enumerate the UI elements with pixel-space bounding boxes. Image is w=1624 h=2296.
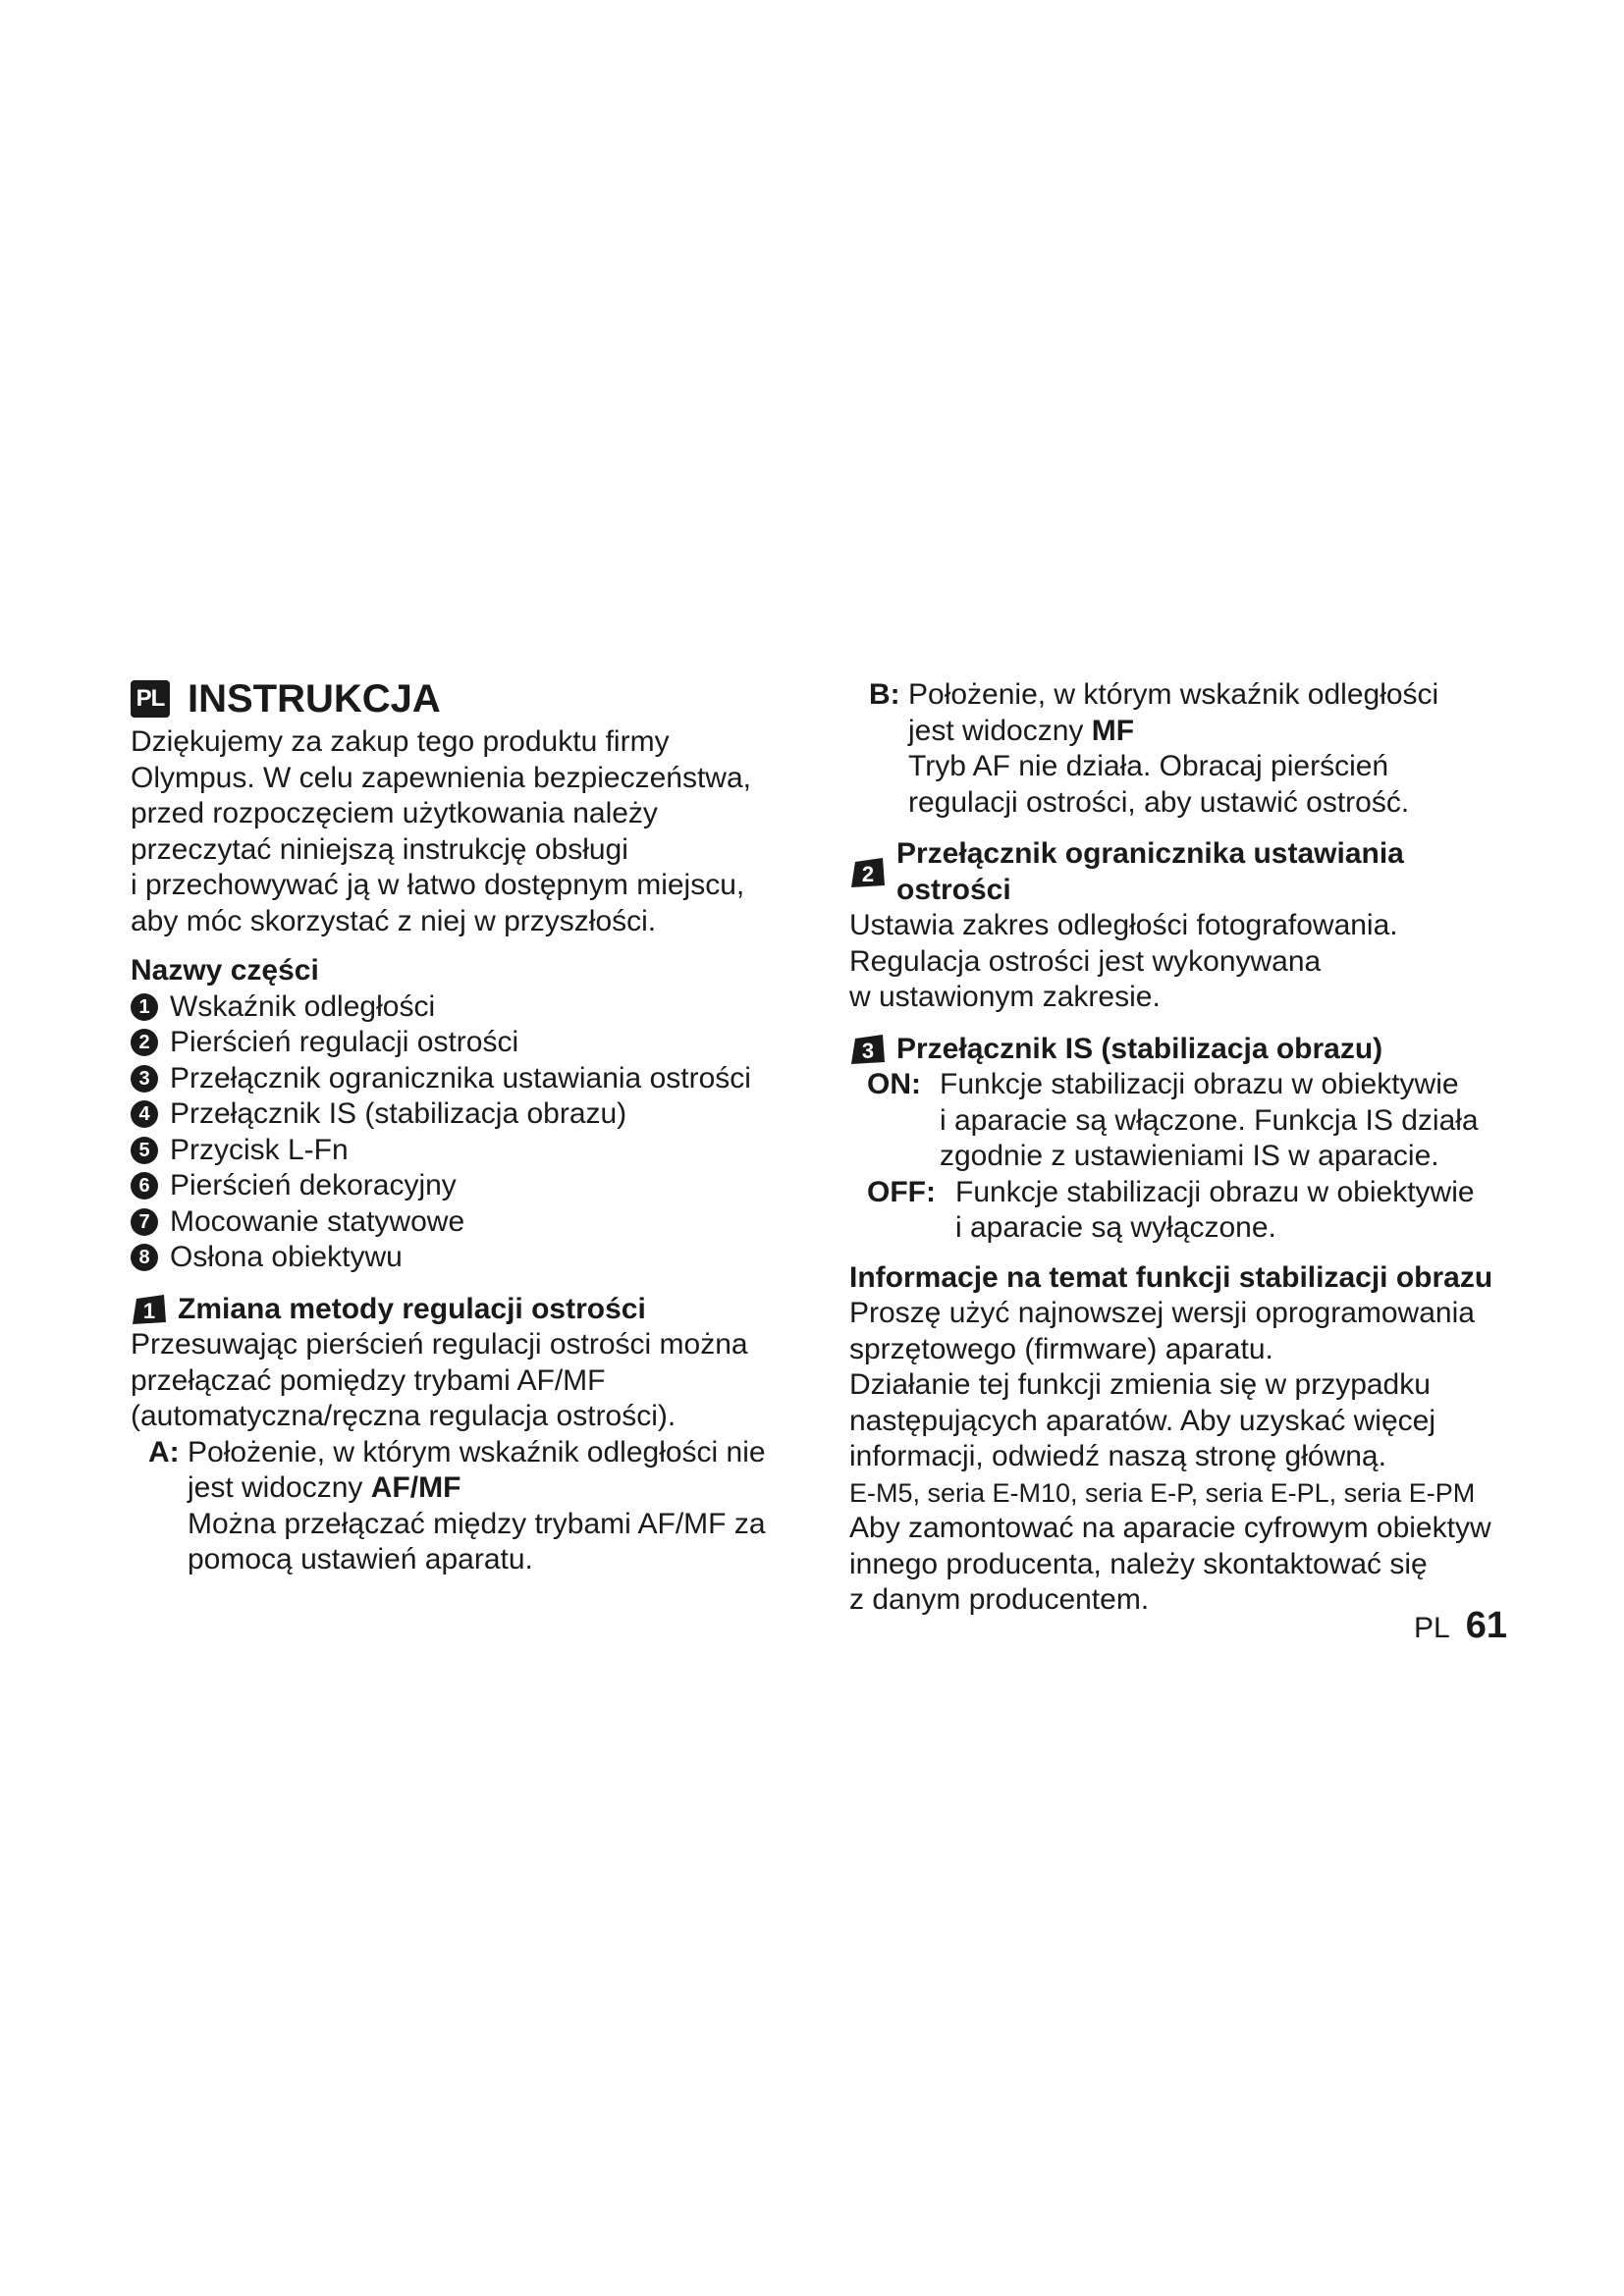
list-item [131, 1061, 808, 1097]
body-line: Regulacja ostrości jest wykonywana [849, 944, 1322, 978]
list-item [131, 1025, 808, 1061]
body-line: Przesuwając pierścień regulacji ostrości można [131, 1328, 748, 1361]
step-3-heading [849, 1032, 1517, 1068]
intro-line: aby móc skorzystać z niej w przyszłości. [131, 904, 657, 937]
body-line: z danym producentem. [849, 1583, 1150, 1616]
number-3-icon: 3 [131, 1065, 158, 1093]
body-line: Ustawia zakres odległości fotografowania. [849, 909, 1398, 941]
option-line [908, 714, 1517, 750]
step-3-icon [849, 1033, 889, 1066]
part-label: Przełącznik ogranicznika ustawiania ostrości [170, 1061, 751, 1095]
intro-line: Olympus. W celu zapewnienia bezpieczeństwa, [131, 761, 751, 794]
number-5-icon: 5 [131, 1137, 158, 1164]
info-body [849, 1296, 1517, 1619]
option-line: Położenie, w którym wskaźnik odległości [908, 678, 1439, 711]
step-2-title: Przełącznik ogranicznika ustawiania ostrości [896, 837, 1404, 906]
intro-paragraph [131, 724, 808, 939]
svg-text:1: 1 [142, 1298, 156, 1323]
svg-text:3: 3 [861, 1038, 875, 1063]
page-language: PL [1414, 1612, 1450, 1644]
option-off-label: OFF: [867, 1175, 936, 1208]
option-line: Funkcje stabilizacji obrazu w obiektywie [955, 1175, 1475, 1208]
option-line: Tryb AF nie działa. Obracaj pierścień [908, 750, 1389, 782]
option-line: Funkcje stabilizacji obrazu w obiektywie [940, 1068, 1459, 1100]
option-on-label: ON: [867, 1068, 921, 1100]
option-off-body [955, 1175, 1517, 1247]
option-line: i aparacie są włączone. Funkcja IS działa [940, 1103, 1479, 1137]
option-line: zgodnie z ustawieniami IS w aparacie. [940, 1140, 1439, 1172]
number-4-icon: 4 [131, 1100, 158, 1128]
part-label: Przycisk L-Fn [170, 1133, 349, 1166]
svg-text:2: 2 [861, 861, 875, 886]
option-b-label: B: [869, 678, 900, 711]
left-column [131, 677, 808, 1578]
option-b-body [908, 677, 1517, 821]
body-line: (automatyczna/ręczna regulacja ostrości). [131, 1400, 677, 1432]
list-item [131, 1096, 808, 1133]
step-1-title: Zmiana metody regulacji ostrości [178, 1292, 646, 1325]
number-7-icon: 7 [131, 1208, 158, 1236]
step-1-body [131, 1327, 808, 1435]
parts-heading: Nazwy części [131, 954, 319, 987]
part-label: Pierścień dekoracyjny [170, 1169, 457, 1201]
language-badge: PL [131, 680, 170, 718]
camera-models: E-M5, seria E-M10, seria E-P, seria E-PL, seria E-PM [849, 1477, 1476, 1508]
number-8-icon: 8 [131, 1244, 158, 1271]
part-label: Mocowanie statywowe [170, 1204, 465, 1238]
list-item [131, 989, 808, 1026]
body-line: Proszę użyć najnowszej wersji oprogramowania [849, 1297, 1475, 1329]
page-number [1414, 1605, 1507, 1647]
option-on [849, 1067, 1517, 1175]
option-line: Można przełączać między trybami AF/MF za [188, 1507, 766, 1540]
body-line: innego producenta, należy skontaktować się [849, 1547, 1428, 1580]
intro-line: Dziękujemy za zakup tego produktu firmy [131, 725, 670, 758]
body-line: Działanie tej funkcji zmienia się w przypadku [849, 1368, 1431, 1401]
mode-label: MF [1091, 714, 1135, 747]
body-line: sprzętowego (firmware) aparatu. [849, 1332, 1273, 1365]
list-item [131, 1204, 808, 1241]
step-1-heading [131, 1292, 808, 1328]
part-label: Wskaźnik odległości [170, 989, 436, 1023]
option-on-body [940, 1067, 1517, 1175]
body-line: przełączać pomiędzy trybami AF/MF [131, 1363, 606, 1397]
page-number-value: 61 [1465, 1605, 1507, 1646]
number-2-icon: 2 [131, 1029, 158, 1056]
option-a-label: A: [148, 1435, 180, 1468]
option-line: pomocą ustawień aparatu. [188, 1543, 533, 1575]
part-label: Pierścień regulacji ostrości [170, 1026, 519, 1058]
title-row [131, 677, 808, 721]
option-line: Położenie, w którym wskaźnik odległości nie [188, 1435, 766, 1468]
step-1-icon [131, 1293, 170, 1326]
body-line: w ustawionym zakresie. [849, 981, 1161, 1013]
body-line: następujących aparatów. Aby uzyskać więcej [849, 1404, 1435, 1437]
list-item [131, 1168, 808, 1204]
step-2-icon [849, 856, 889, 889]
right-column [849, 677, 1517, 1619]
body-line: informacji, odwiedź naszą stronę główną. [849, 1440, 1386, 1472]
option-line [188, 1470, 808, 1507]
intro-line: przeczytać niniejszą instrukcję obsługi [131, 832, 628, 866]
option-line-prefix: jest widoczny [908, 714, 1092, 747]
page-title: INSTRUKCJA [188, 677, 441, 721]
option-a [131, 1435, 808, 1578]
intro-line: przed rozpoczęciem użytkowania należy [131, 797, 658, 829]
part-label: Osłona obiektywu [170, 1241, 403, 1273]
number-1-icon: 1 [131, 993, 158, 1021]
mode-label: AF/MF [370, 1471, 461, 1504]
step-2-body [849, 908, 1517, 1016]
option-line: i aparacie są wyłączone. [955, 1211, 1276, 1244]
list-item [131, 1240, 808, 1276]
step-3-title: Przełącznik IS (stabilizacja obrazu) [896, 1032, 1383, 1065]
step-2-heading [849, 836, 1517, 908]
parts-list [131, 989, 808, 1276]
info-heading: Informacje na temat funkcji stabilizacji obrazu [849, 1260, 1493, 1294]
part-label: Przełącznik IS (stabilizacja obrazu) [170, 1097, 627, 1130]
option-off [849, 1175, 1517, 1247]
option-b [849, 677, 1517, 821]
intro-line: i przechowywać ją w łatwo dostępnym miejscu, [131, 869, 745, 901]
list-item [131, 1133, 808, 1169]
number-6-icon: 6 [131, 1172, 158, 1200]
option-a-body [188, 1435, 808, 1578]
option-line: regulacji ostrości, aby ustawić ostrość. [908, 785, 1410, 819]
body-line: Aby zamontować na aparacie cyfrowym obiektyw [849, 1512, 1491, 1544]
option-line-prefix: jest widoczny [188, 1471, 371, 1504]
